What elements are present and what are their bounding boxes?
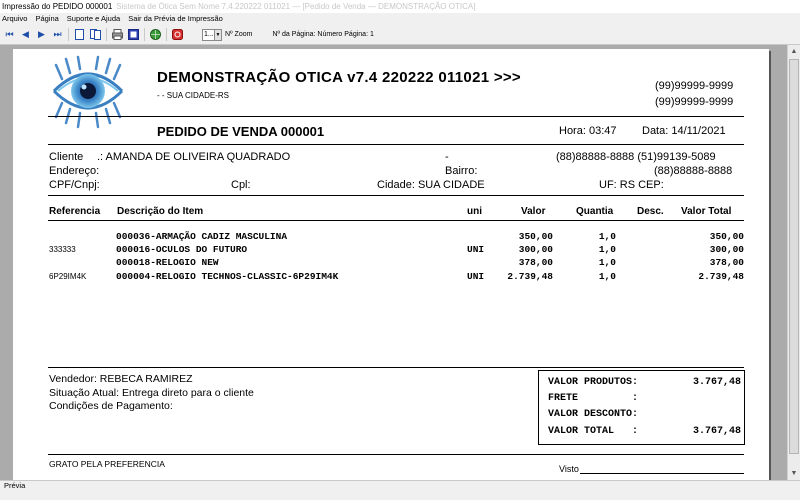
item-total: 350,00 [709,231,744,242]
zoom-label: Nº Zoom [225,31,253,38]
item-quantia: 1,0 [598,244,616,255]
status-bar [0,480,800,500]
page-number-label: Nº da Página: Número Página: 1 [272,31,374,38]
cpf-label: CPF/Cnpj: [49,179,100,191]
export-icon[interactable] [127,28,140,41]
col-valor-total: Valor Total [681,206,732,217]
col-valor: Valor [521,206,546,217]
cliente-dash: - [445,151,449,163]
item-unit: UNI [467,271,485,282]
order-title: PEDIDO DE VENDA 000001 [157,124,325,139]
total-produtos-label: VALOR PRODUTOS: [548,377,639,388]
scroll-down-icon[interactable]: ▼ [790,470,798,477]
item-valor: 350,00 [518,231,553,242]
item-quantia: 1,0 [598,257,616,268]
item-valor: 378,00 [518,257,553,268]
window-ghost-title: Sistema de Ótica Sem Nome 7.4.220222 011021 — [Pedido de Venda — DEMONSTRAÇÃO OTICA] [116,2,476,11]
chevron-down-icon[interactable]: ▼ [215,31,221,38]
close-preview-icon[interactable] [171,28,184,41]
frete-label: FRETE : [548,393,639,404]
menu-pagina[interactable]: Página [35,14,59,23]
company-city: - - SUA CIDADE-RS [157,91,230,100]
cliente-phones: (88)88888-8888 (51)99139-5089 [556,151,716,163]
first-page-icon[interactable]: ⏮ [5,29,14,39]
menu-arquivo[interactable]: Arquivo [2,14,28,23]
zoom-value: 1... [204,30,214,38]
vendedor: Vendedor: REBECA RAMIREZ [49,373,193,385]
table-header-divider [48,220,744,221]
desconto-label: VALOR DESCONTO: [548,409,639,420]
col-uni: uni [467,206,482,217]
grato-text: GRATO PELA PREFERENCIA [49,459,165,469]
total-produtos-value: 3.767,48 [692,377,741,388]
item-total: 2.739,48 [698,271,744,282]
single-page-icon[interactable] [73,28,86,41]
window-title: Impressão do PEDIDO 000001 [2,2,113,11]
scroll-up-icon[interactable]: ▲ [790,48,798,55]
company-logo [48,55,128,131]
web-icon[interactable] [149,28,162,41]
bairro-label: Bairro: [445,165,478,177]
two-page-icon[interactable] [89,28,102,41]
order-time: Hora: 03:47 [559,125,617,137]
col-descricao: Descrição do Item [117,206,204,217]
item-valor: 300,00 [518,244,553,255]
zoom-select[interactable] [202,29,222,41]
bottom-divider [48,454,744,455]
item-description: 000016-OCULOS DO FUTURO [116,244,248,255]
last-page-icon[interactable]: ⏭ [53,29,62,39]
situacao: Situação Atual: Entrega direto para o cliente [49,387,254,399]
prev-page-icon[interactable]: ◀ [22,29,29,39]
header-divider [48,116,744,117]
col-desconto: Desc. [637,206,664,217]
visto-label: Visto [559,464,579,474]
cliente-value: .: AMANDA DE OLIVEIRA QUADRADO [97,151,291,163]
client-divider [48,195,744,196]
col-referencia: Referencia [49,206,101,217]
item-reference: 333333 [49,245,76,254]
window-title-bar [0,0,800,13]
scrollbar-thumb[interactable] [789,59,799,454]
condicoes-pagamento: Condições de Pagamento: [49,400,173,412]
item-description: 000036-ARMAÇÃO CADIZ MASCULINA [116,231,288,242]
toolbar-separator [144,28,145,41]
footer-divider [48,367,744,368]
bairro-phone: (88)88888-8888 [654,165,733,177]
item-reference: 6P29IM4K [49,272,87,281]
vertical-scrollbar[interactable] [787,45,800,480]
menu-bar [0,13,800,25]
toolbar-separator [68,28,69,41]
menu-sair[interactable]: Sair da Prévia de Impressão [128,14,223,23]
valor-total-label: VALOR TOTAL : [548,426,639,437]
item-unit: UNI [467,244,485,255]
report-page [13,49,769,480]
endereco-label: Endereço: [49,165,100,177]
valor-total-value: 3.767,48 [692,426,741,437]
uf-cep-label: UF: RS CEP: [599,179,664,191]
visto-signature-line [580,473,744,474]
toolbar-separator [106,28,107,41]
item-quantia: 1,0 [598,231,616,242]
status-text: Prévia [4,481,26,490]
item-description: 000018-RELOGIO NEW [116,257,219,268]
cliente-label: Cliente [49,151,84,163]
cidade-label: Cidade: SUA CIDADE [377,179,485,191]
print-icon[interactable] [111,28,124,41]
cpl-label: Cpl: [231,179,251,191]
company-phone-2: (99)99999-9999 [655,96,734,108]
item-description: 000004-RELOGIO TECHNOS-CLASSIC-6P29IM4K [116,271,339,282]
item-quantia: 1,0 [598,271,616,282]
item-total: 378,00 [709,257,744,268]
next-page-icon[interactable]: ▶ [38,29,45,39]
company-phone-1: (99)99999-9999 [655,80,734,92]
toolbar-separator [166,28,167,41]
item-valor: 2.739,48 [507,271,553,282]
item-total: 300,00 [709,244,744,255]
order-date: Data: 14/11/2021 [642,125,726,137]
menu-suporte[interactable]: Suporte e Ajuda [66,14,121,23]
order-divider [48,144,744,145]
col-quantia: Quantia [576,206,614,217]
toolbar [0,25,800,45]
company-name: DEMONSTRAÇÃO OTICA v7.4 220222 011021 >>> [157,69,521,86]
